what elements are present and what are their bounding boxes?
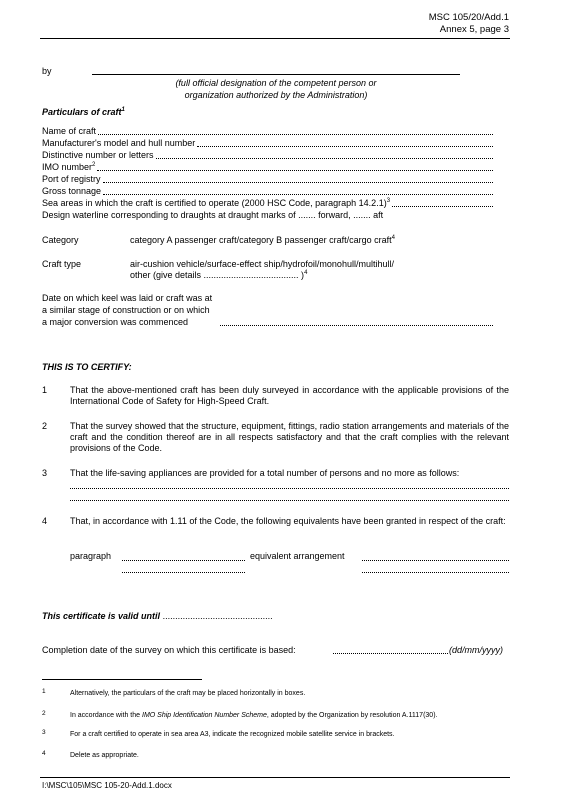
particular-field[interactable] [103, 194, 493, 195]
certify-item-4: That, in accordance with 1.11 of the Code, the following equivalents have been granted in respect of the craft: [70, 516, 506, 526]
footnote-rule [42, 679, 202, 680]
doc-symbol: MSC 105/20/Add.1 [428, 12, 509, 23]
waterline-row: Design waterline corresponding to draughts at draught marks of ....... forward, ....... aft [42, 210, 384, 220]
date-format-hint: (dd/mm/yyyy) [449, 645, 503, 655]
paragraph-field-1[interactable] [122, 560, 245, 561]
particular-field[interactable] [98, 134, 493, 135]
keel-date-field[interactable] [220, 325, 493, 326]
certify-item-3: That the life-saving appliances are provided for a total number of persons and no more as follows: [70, 468, 460, 478]
footnote-4: Delete as appropriate. [70, 752, 139, 759]
footnote-2: In accordance with the IMO Ship Identification Number Scheme, adopted by the Organization by resolution A.1117(30). [70, 712, 438, 719]
paragraph-field-2[interactable] [122, 572, 245, 573]
completion-label: Completion date of the survey on which this certificate is based: [42, 645, 296, 655]
paragraph-label: paragraph [70, 551, 112, 561]
footer-rule [40, 777, 510, 778]
designation-line1: (full official designation of the competent person or [175, 78, 377, 88]
life-saving-field-1[interactable] [70, 488, 509, 489]
by-line[interactable] [92, 74, 460, 75]
completion-date-field[interactable] [333, 653, 448, 654]
particular-field[interactable] [197, 146, 493, 147]
life-saving-field-2[interactable] [70, 500, 509, 501]
equivalent-field-2[interactable] [362, 572, 509, 573]
footnote-number: 3 [42, 729, 46, 736]
by-label: by [42, 66, 52, 76]
keel-line3: a major conversion was commenced [42, 317, 189, 327]
footnote-number: 4 [42, 750, 46, 757]
craft-type-value1: air-cushion vehicle/surface-effect ship/hydrofoil/monohull/multihull/ [130, 259, 394, 269]
file-path: I:\MSC\105\MSC 105-20-Add.1.docx [42, 781, 172, 790]
keel-line2: a similar stage of construction or on which [42, 305, 210, 315]
annex-page: Annex 5, page 3 [439, 24, 509, 35]
certify-item-1: That the above-mentioned craft has been duly surveyed in accordance with the applicable provisions of the International Code of Safety for High-Speed Craft. [70, 385, 509, 406]
footnote-number: 2 [42, 710, 46, 717]
item-number: 1 [42, 385, 48, 395]
item-number: 4 [42, 516, 48, 526]
particular-field[interactable] [97, 170, 493, 171]
keel-line1: Date on which keel was laid or craft was at [42, 293, 213, 303]
craft-type-value2: other (give details ...................................... )$^4$ [130, 270, 308, 280]
footnote-number: 1 [42, 688, 46, 695]
particular-label: Distinctive number or letters [42, 150, 154, 160]
footnote-1: Alternatively, the particulars of the craft may be placed horizontally in boxes. [70, 690, 306, 697]
footnote-3: For a craft certified to operate in sea area A3, indicate the recognized mobile satellite service in brackets. [70, 731, 395, 738]
equivalent-label: equivalent arrangement [250, 551, 345, 561]
valid-until-row: This certificate is valid until ............................................ [42, 611, 273, 621]
item-number: 3 [42, 468, 48, 478]
particular-label: Gross tonnage [42, 186, 102, 196]
header-rule [40, 38, 510, 39]
item-number: 2 [42, 421, 48, 431]
particular-field[interactable] [156, 158, 493, 159]
particular-field[interactable] [392, 206, 493, 207]
particular-label: IMO number$^2$ [42, 162, 96, 172]
certify-item-2: That the survey showed that the structure, equipment, fittings, radio station arrangements and materials of the craft and the condition thereof are in all respects satisfactory and that the craft complies with the relevant provisions of the Code. [70, 421, 509, 453]
certify-heading: THIS IS TO CERTIFY: [42, 362, 132, 372]
category-value: category A passenger craft/category B passenger craft/cargo craft$^4$ [130, 235, 395, 245]
particulars-heading: Particulars of craft$^1$ [42, 107, 125, 117]
craft-type-label: Craft type [42, 259, 82, 269]
designation-line2: organization authorized by the Administration) [184, 90, 368, 100]
particular-label: Manufacturer's model and hull number [42, 138, 196, 148]
category-label: Category [42, 235, 79, 245]
particular-label: Sea areas in which the craft is certified to operate (2000 HSC Code, paragraph 14.2.1)$^3$ [42, 198, 391, 208]
particular-label: Name of craft [42, 126, 97, 136]
particular-field[interactable] [103, 182, 493, 183]
particular-label: Port of registry [42, 174, 101, 184]
equivalent-field-1[interactable] [362, 560, 509, 561]
